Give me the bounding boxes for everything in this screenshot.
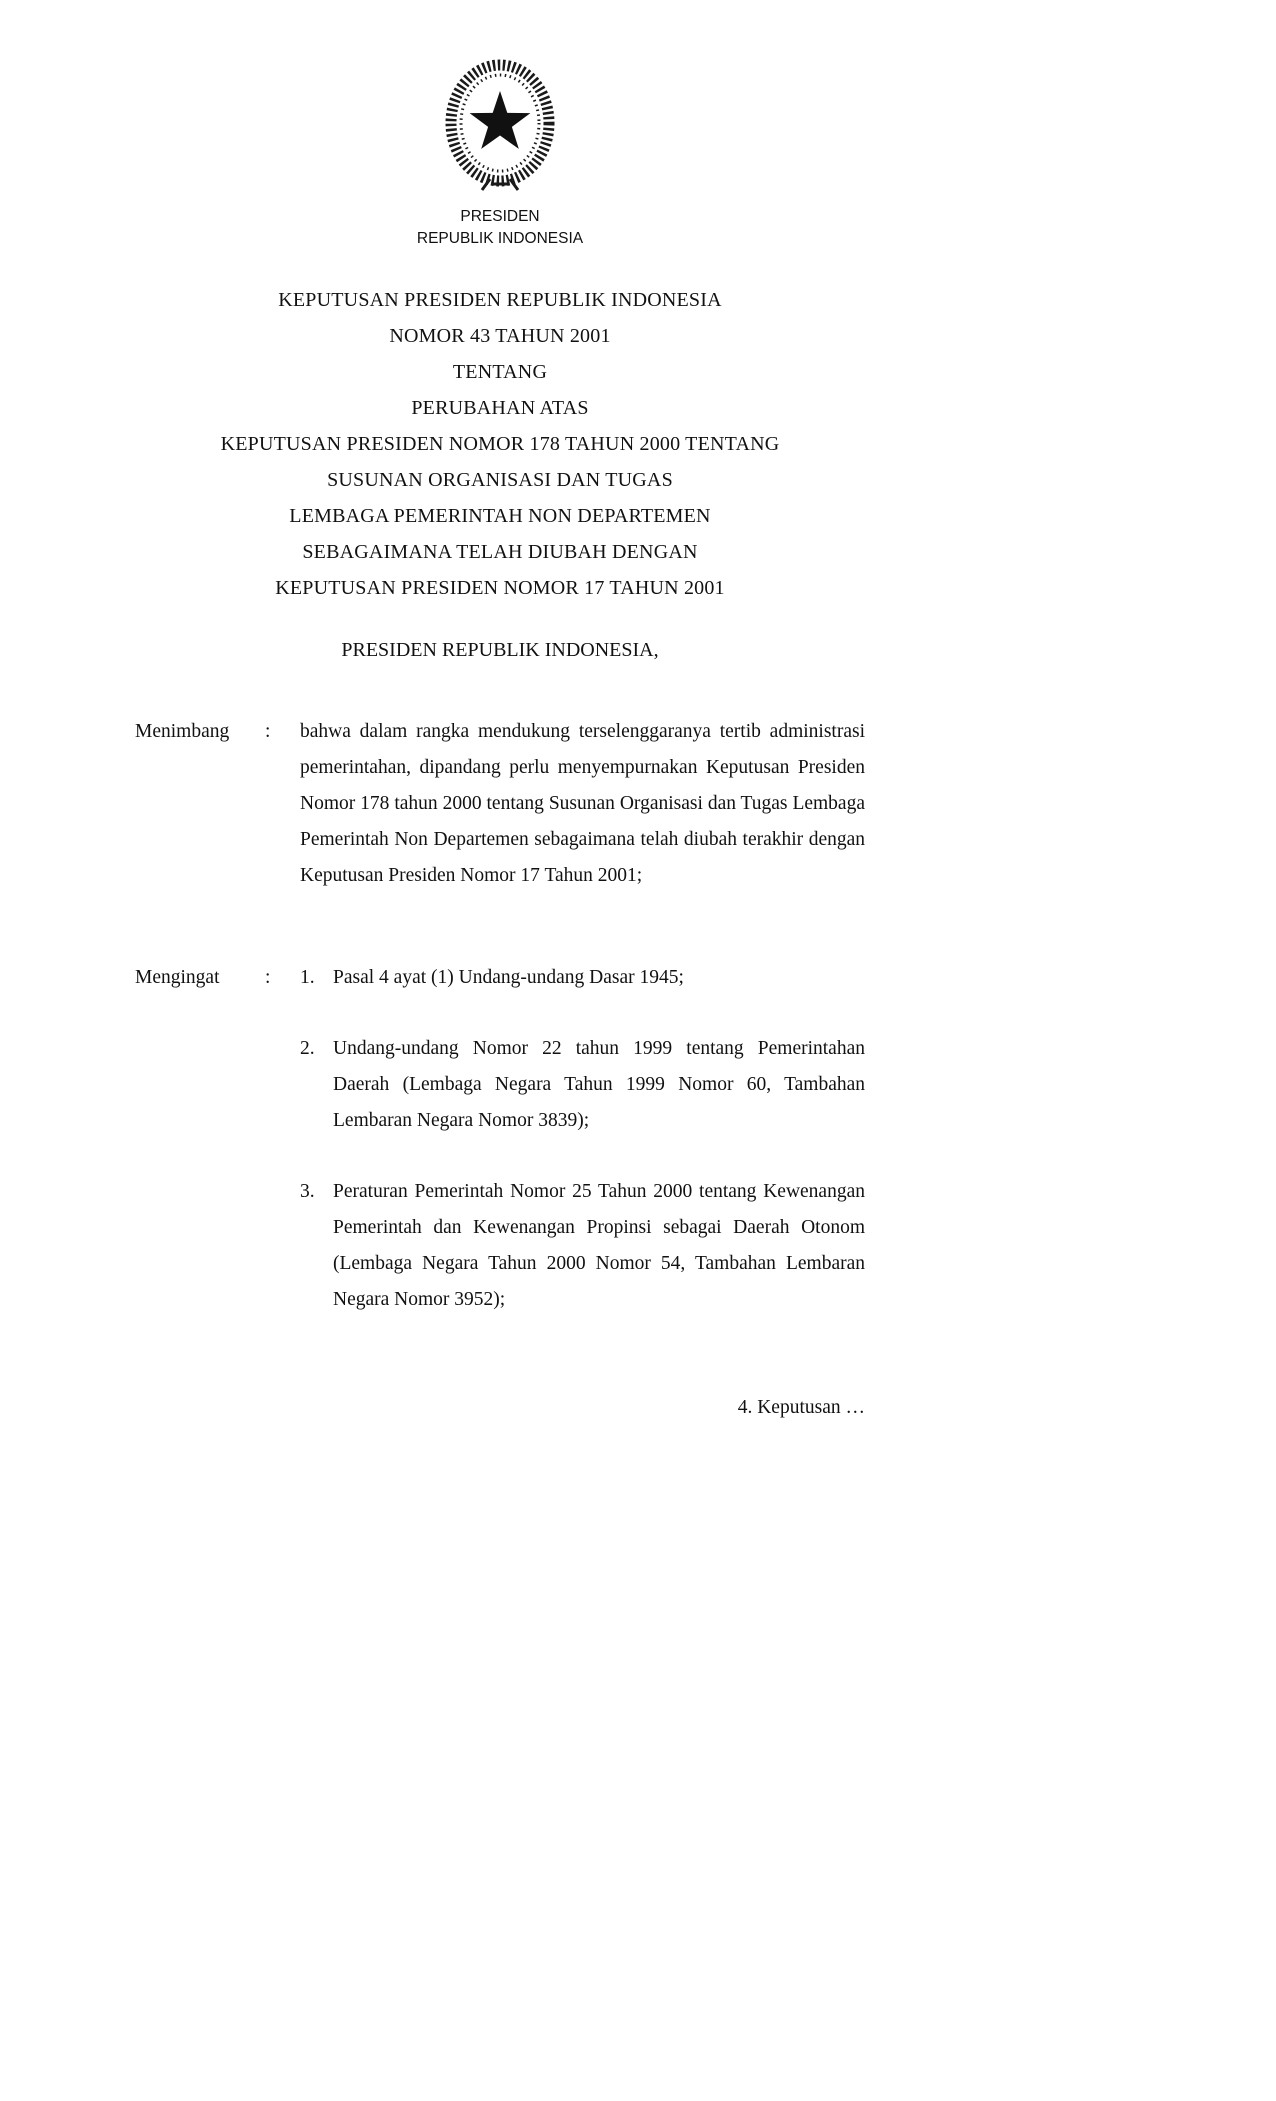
letterhead-line-presiden: PRESIDEN [460, 208, 540, 225]
title-line: PERUBAHAN ATAS [411, 397, 589, 419]
star-icon [470, 91, 531, 149]
mengingat-label: Mengingat [135, 967, 220, 988]
title-line: KEPUTUSAN PRESIDEN NOMOR 178 TAHUN 2000 TENTANG [220, 433, 780, 455]
decree-title [135, 282, 865, 606]
menimbang-section [135, 714, 865, 894]
mengingat-section [135, 960, 865, 1318]
title-line: TENTANG [452, 361, 548, 383]
list-item-text: Undang-undang Nomor 22 tahun 1999 tentang Pemerintahan Daerah (Lembaga Negara Tahun 1999 Nomor 60, Tambahan Lembaran Negara Nomor 3839); [333, 1038, 865, 1131]
title-line: KEPUTUSAN PRESIDEN REPUBLIK INDONESIA [278, 289, 722, 311]
menimbang-label: Menimbang [135, 721, 230, 742]
list-item-text: Pasal 4 ayat (1) Undang-undang Dasar 1945; [333, 967, 684, 988]
list-item [300, 1174, 865, 1318]
list-item-number: 2. [300, 1038, 315, 1059]
title-line: NOMOR 43 TAHUN 2001 [389, 325, 611, 347]
letterhead-line-republik: REPUBLIK INDONESIA [416, 230, 584, 247]
title-line: LEMBAGA PEMERINTAH NON DEPARTEMEN [289, 505, 711, 527]
page-catchword: 4. Keputusan … [737, 1397, 865, 1418]
menimbang-text: bahwa dalam rangka mendukung terselenggaranya tertib administrasi pemerintahan, dipandang perlu menyempurnakan Keputusan Presiden Nomor 178 tahun 2000 tentang Susunan Organisasi dan Tugas Lembaga Pemerintah Non Departemen sebagaimana telah diubah terakhir dengan Keputusan Presiden Nomor 17 Tahun 2001; [300, 721, 865, 886]
decree-body [135, 714, 865, 1426]
title-line: KEPUTUSAN PRESIDEN NOMOR 17 TAHUN 2001 [275, 577, 725, 599]
list-item-text: Peraturan Pemerintah Nomor 25 Tahun 2000 tentang Kewenangan Pemerintah dan Kewenangan Propinsi sebagai Daerah Otonom (Lembaga Negara Tahun 2000 Nomor 54, Tambahan Lembaran Negara Nomor 3952); [333, 1181, 865, 1310]
mengingat-separator: : [265, 967, 271, 988]
menimbang-separator: : [265, 721, 271, 742]
seal-container [135, 58, 865, 196]
salutation: PRESIDEN REPUBLIK INDONESIA, [341, 639, 659, 661]
presidential-seal-icon [442, 58, 558, 196]
list-item-number: 1. [300, 967, 315, 988]
document-content [135, 0, 865, 1426]
list-item [300, 960, 865, 996]
list-item-number: 3. [300, 1181, 315, 1202]
mengingat-list [300, 960, 865, 1318]
title-line: SEBAGAIMANA TELAH DIUBAH DENGAN [302, 541, 698, 563]
list-item [300, 1031, 865, 1139]
title-line: SUSUNAN ORGANISASI DAN TUGAS [327, 469, 673, 491]
letterhead [135, 206, 865, 250]
